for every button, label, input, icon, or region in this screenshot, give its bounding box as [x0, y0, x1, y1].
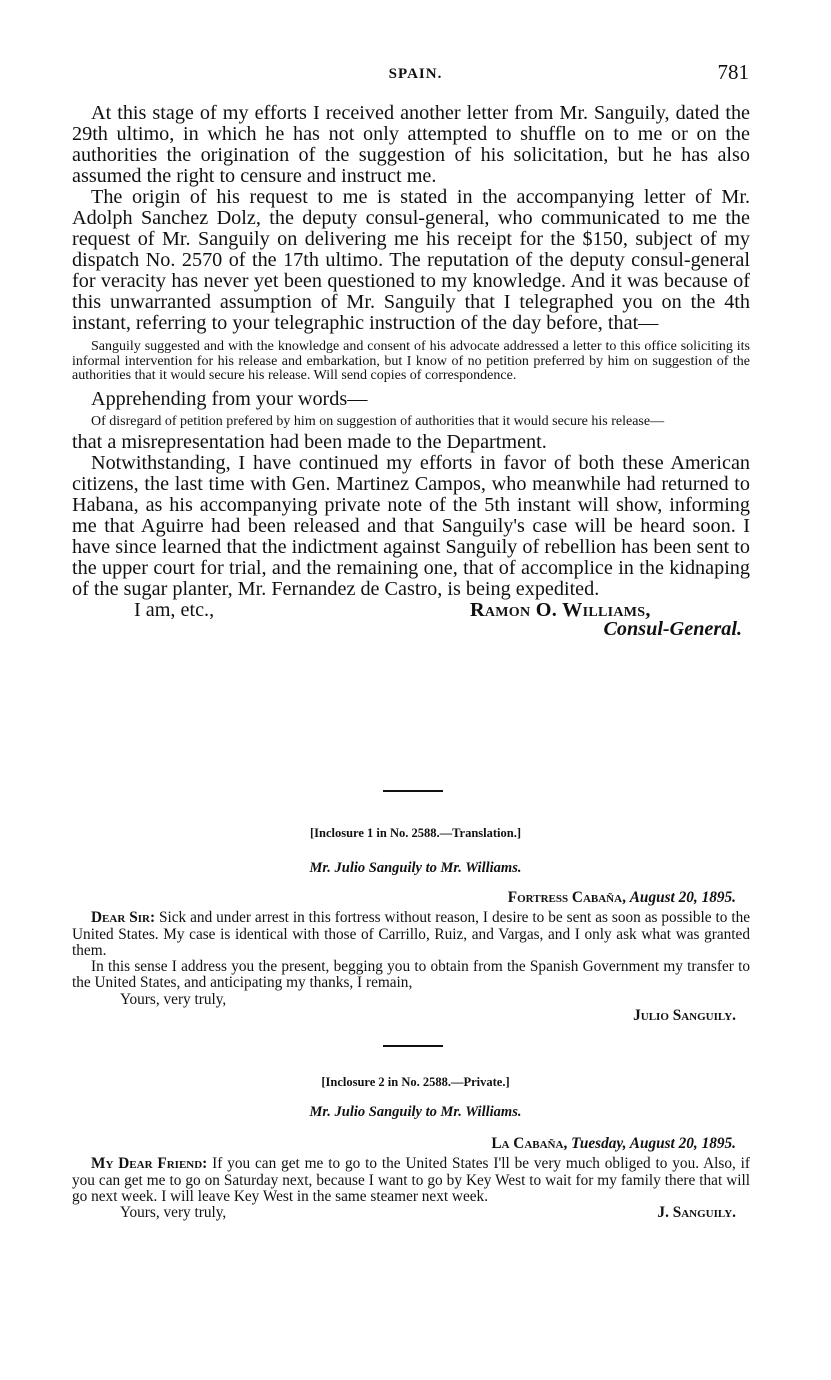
inclosure-1-letter	[72, 890, 750, 1024]
closing-text: Yours, very truly,	[120, 1204, 227, 1222]
inclosure-subheading: Mr. Julio Sanguily to Mr. Williams.	[309, 860, 522, 876]
closing-text: I am, etc.,	[134, 599, 215, 622]
paragraph: In this sense I address you the present, begging you to obtain from the Spanish Government my transfer to the United States, and anticipating my thanks, I remain,	[72, 958, 750, 992]
salutation: My Dear Friend:	[91, 1155, 208, 1173]
signer-name: J. Sanguily.	[657, 1204, 736, 1222]
date: Tuesday, August 20, 1895.	[571, 1135, 736, 1152]
place: Fortress Cabaña,	[507, 889, 626, 906]
inclosure-heading: [Inclosure 1 in No. 2588.—Translation.]	[309, 826, 521, 840]
page-number: 781	[717, 60, 749, 84]
paragraph: that a misrepresentation had been made to the Department.	[72, 431, 547, 454]
section-divider	[383, 790, 443, 792]
inclosure-2-letter	[72, 1136, 750, 1223]
signer-name: Ramon O. Williams,	[470, 599, 651, 622]
dateline	[72, 890, 750, 906]
dateline	[72, 1136, 750, 1152]
paragraph: Apprehending from your words—	[91, 387, 368, 410]
paragraph: Notwithstanding, I have continued my efforts in favor of both these American citizens, the last time with Gen. Martinez Campos, who meanwhile had returned to Habana, as his accompanying private note of the 5th instant will show, informing me that Aguirre had been released and that Sanguily's case will be heard soon. I have since learned that the indictment against Sanguily of rebellion has been sent to the upper court for trial, and the remaining one, that of accomplice in the kidnaping of the sugar planter, Mr. Fernandez de Castro, is being expedited.	[72, 452, 750, 601]
date: August 20, 1895.	[629, 889, 736, 906]
block-quote: Of disregard of petition prefered by him on suggestion of authorities that it would secure his release—	[91, 413, 665, 429]
paragraph	[72, 1156, 750, 1205]
paragraph: The origin of his request to me is stated in the accompanying letter of Mr. Adolph Sanchez Dolz, the deputy consul-general, who communicated to me the request of Mr. Sanguily on delivering me his receipt for the $150, subject of my dispatch No. 2570 of the 17th ultimo. The reputation of the deputy consul-general for veracity has never yet been questioned to my knowledge. And it was because of this unwarranted assumption of Mr. Sanguily that I telegraphed you on the 4th instant, referring to your telegraphic instruction of the day before, that—	[72, 186, 750, 334]
section-divider	[383, 1045, 443, 1047]
main-letter	[72, 102, 750, 641]
block-quote: Sanguily suggested and with the knowledge and consent of his advocate addressed a letter to this office soliciting its informal intervention for his release and embarkation, but I know of no petition preferred by him on suggestion of the authorities that it would secure his release. Will send copies of correspondence.	[72, 339, 750, 384]
closing-text: Yours, very truly,	[120, 990, 227, 1008]
inclosure-subheading: Mr. Julio Sanguily to Mr. Williams.	[309, 1104, 522, 1120]
place: La Cabaña,	[491, 1135, 568, 1152]
signer-title: Consul-General.	[603, 618, 742, 641]
paragraph-text: If you can get me to go to the United States I'll be very much obliged to you. Also, if you can get me to go on Saturday next, because I want to go by Key West to wait for my family there that will go next week. I will leave Key West in the same steamer next week.	[72, 1155, 751, 1205]
running-header-title: SPAIN.	[388, 66, 443, 82]
signature-block	[72, 599, 750, 641]
inclosure-heading: [Inclosure 2 in No. 2588.—Private.]	[321, 1075, 510, 1089]
paragraph: At this stage of my efforts I received another letter from Mr. Sanguily, dated the 29th ultimo, in which he has not only attempted to shuffle on to me or on the authorities the origination of the suggestion of his solicitation, but he has also assumed the right to censure and instruct me.	[72, 102, 750, 187]
salutation: Dear Sir:	[91, 909, 156, 927]
paragraph-text: Sick and under arrest in this fortress without reason, I desire to be sent as soon as possible to the United States. My case is identical with those of Carrillo, Ruiz, and Vargas, and I only ask what was granted them.	[72, 909, 751, 959]
signature-block	[72, 1205, 750, 1223]
paragraph	[72, 910, 750, 959]
signer-name: Julio Sanguily.	[633, 1007, 736, 1025]
